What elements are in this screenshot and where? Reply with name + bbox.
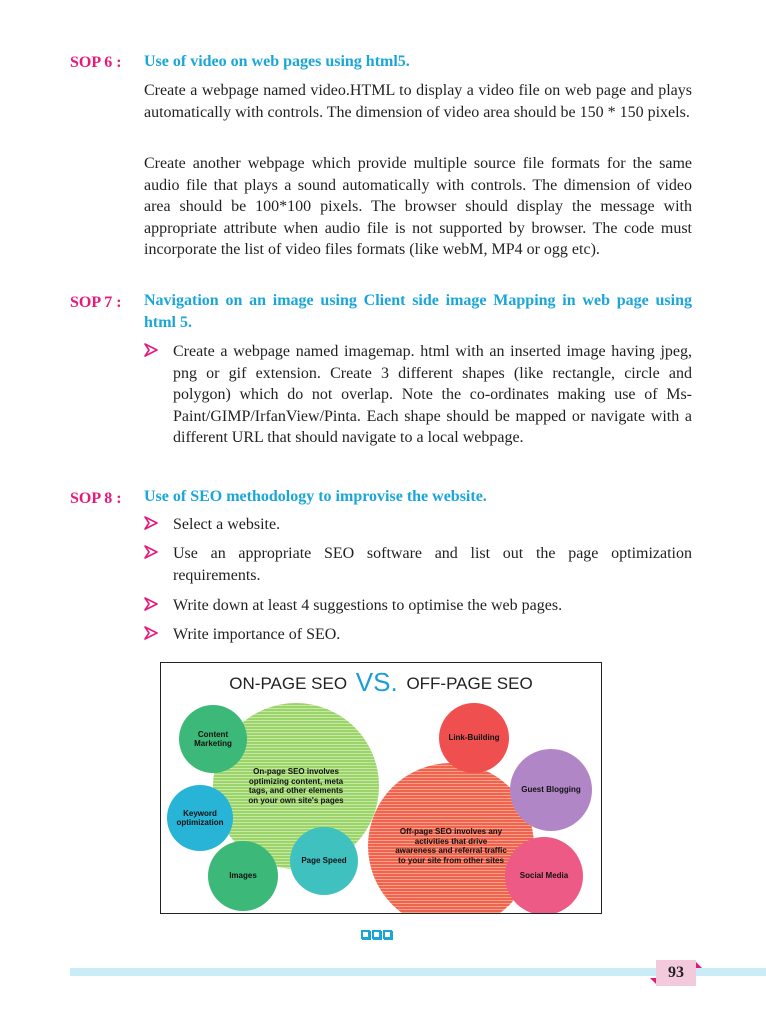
arrow-bullet-icon <box>144 545 158 559</box>
sop6-title: Use of video on web pages using html5. <box>144 53 410 70</box>
sop7-title: Navigation on an image using Client side image Mapping in web page using html 5. <box>144 292 692 331</box>
sop8-bullet-2 <box>144 543 692 586</box>
keyword-optimization-circle: Keyword optimization <box>167 785 233 851</box>
square-ornament-icon <box>361 930 370 939</box>
sop8-bullet-1 <box>144 514 692 536</box>
section-end-ornament <box>361 930 392 939</box>
sop8-bullet-text: Use an appropriate SEO software and list out the page optimization requirements. <box>173 545 692 584</box>
sop8-bullet-3 <box>144 595 692 617</box>
sop7-label: SOP 7 : <box>70 294 122 311</box>
square-ornament-icon <box>372 930 381 939</box>
sop6-paragraph-2: Create another webpage which provide multiple source file formats for the same audio file that plays a sound automatically with controls. The dimension of video area should be 100*100 pixels. The browser should display the message with appropriate attribute when audio file is not supported by browser. The code must incorporate the list of video files formats (like webM, MP4 or ogg etc). <box>144 155 692 259</box>
on-page-main-circle: On-page SEO involves optimizing content, meta tags, and other elements on your own site's pages <box>213 703 379 869</box>
content-marketing-circle: Content Marketing <box>179 705 247 773</box>
social-media-circle: Social Media <box>505 837 583 914</box>
arrow-bullet-icon <box>144 626 158 640</box>
page-speed-circle: Page Speed <box>290 827 358 895</box>
seo-comparison-figure <box>160 662 602 914</box>
sop8-label: SOP 8 : <box>70 490 122 507</box>
sop7-bullet <box>144 341 692 449</box>
sop8-bullet-text: Write down at least 4 suggestions to optimise the web pages. <box>173 597 563 614</box>
square-ornament-icon <box>383 930 392 939</box>
off-page-main-circle: Off-page SEO involves any activities that drive awareness and referral traffic to your site from other sites <box>368 763 534 914</box>
figure-title <box>161 667 601 698</box>
arrow-bullet-icon <box>144 343 158 357</box>
link-building-circle: Link-Building <box>439 703 509 773</box>
sop8-bullet-text: Write importance of SEO. <box>173 626 341 643</box>
sop8-title: Use of SEO methodology to improvise the website. <box>144 488 487 505</box>
sop6-label: SOP 6 : <box>70 54 122 71</box>
sop6-paragraph-1: Create a webpage named video.HTML to display a video file on web page and plays automatically with controls. The dimension of video area should be 150 * 150 pixels. <box>144 82 692 121</box>
guest-blogging-circle: Guest Blogging <box>510 749 592 831</box>
figure-title-on-page: ON-PAGE SEO <box>229 674 348 693</box>
arrow-bullet-icon <box>144 516 158 530</box>
page-number: 93 <box>656 960 696 986</box>
sop7-bullet-text: Create a webpage named imagemap. html with an inserted image having jpeg, png or gif extension. Create 3 different shapes (like rectangle, circle and polygon) which do not overlap. Note the co-ordinates making use of Ms-Paint/GIMP/IrfanView/Pinta. Each shape should be mapped or navigate with a different URL that should navigate to a local webpage. <box>173 343 692 447</box>
images-circle: Images <box>208 841 278 911</box>
sop8-bullet-text: Select a website. <box>173 516 281 533</box>
figure-title-vs: VS. <box>355 667 398 697</box>
sop8-bullet-4 <box>144 624 692 646</box>
figure-title-off-page: OFF-PAGE SEO <box>406 674 533 693</box>
arrow-bullet-icon <box>144 597 158 611</box>
